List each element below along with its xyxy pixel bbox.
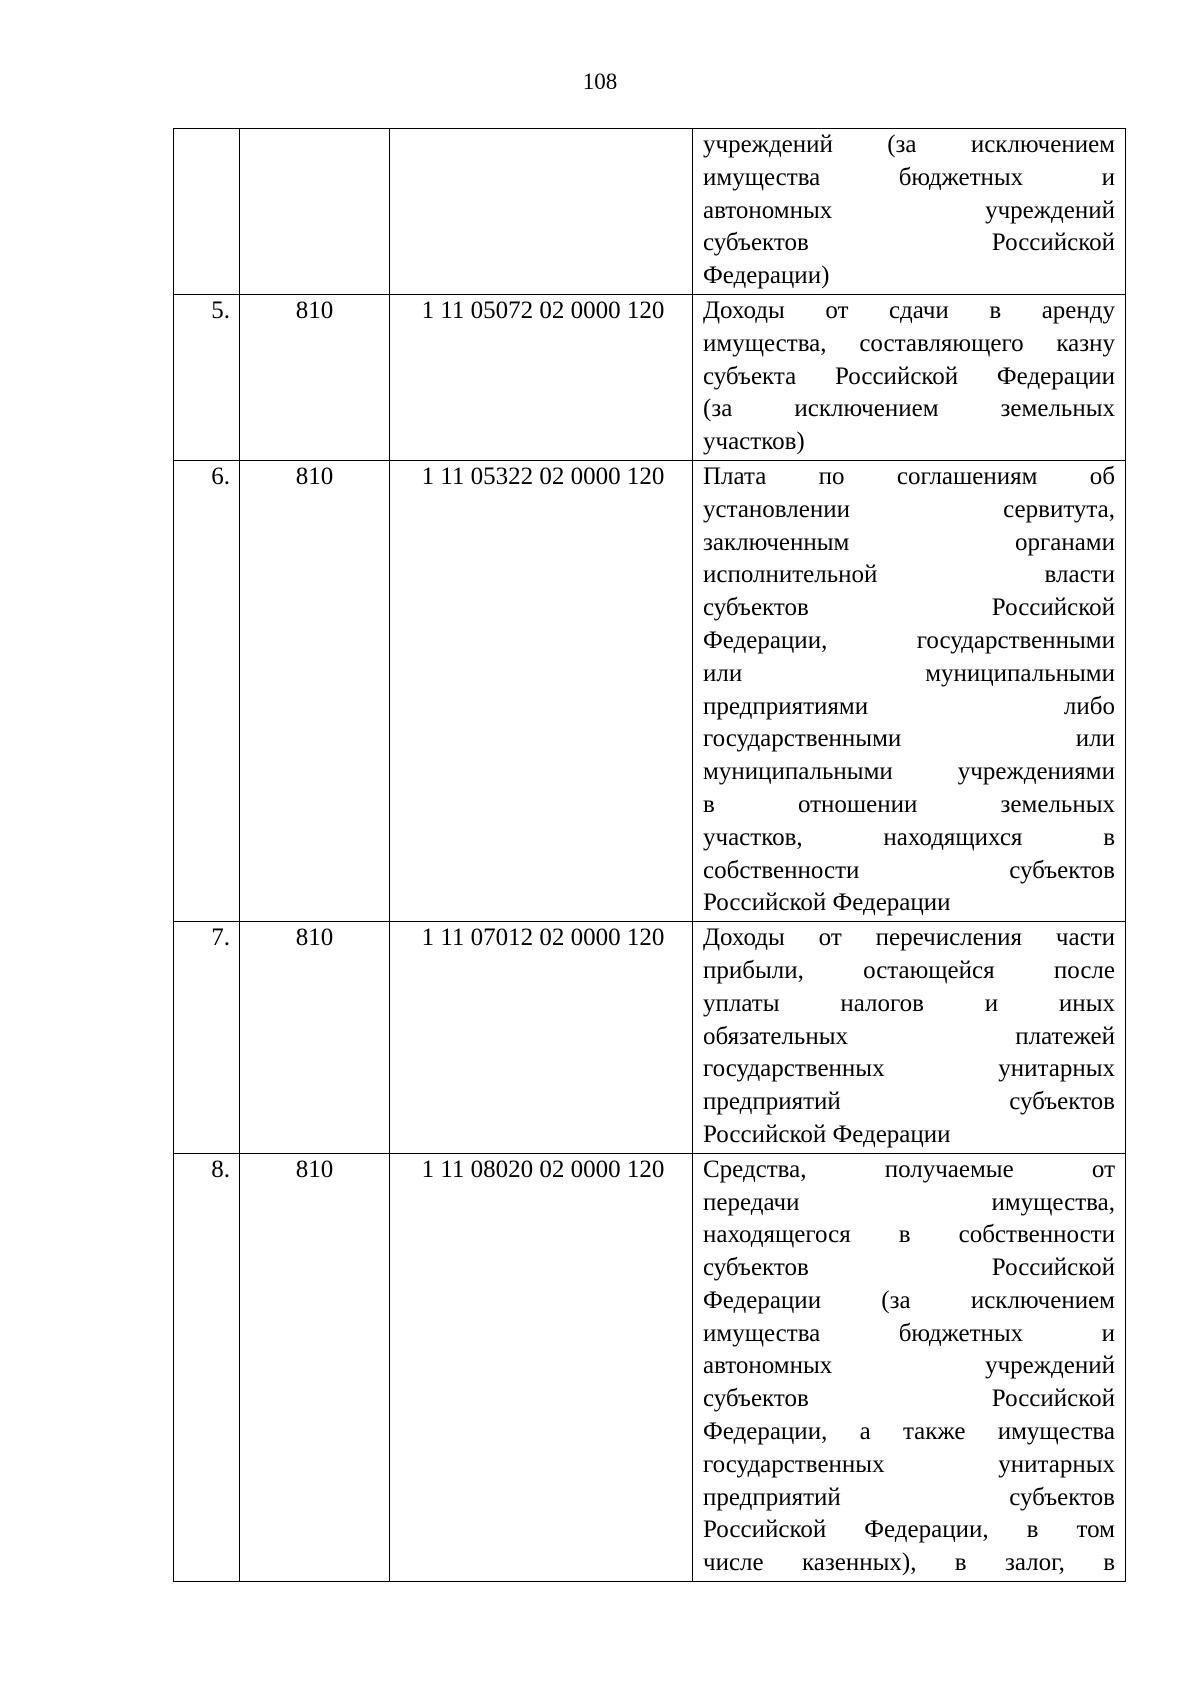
description-line: имущества бюджетных и — [703, 163, 1115, 191]
description-line: Доходы от сдачи в аренду — [703, 296, 1115, 324]
description-line: установлении сервитута, — [703, 495, 1115, 523]
description-line: обязательных платежей — [703, 1022, 1115, 1050]
description-line: или муниципальными — [703, 659, 1115, 687]
description-line: передачи имущества, — [703, 1188, 1115, 1216]
table-row — [174, 294, 1126, 460]
admin-code-cell: 810 — [240, 460, 390, 921]
description-line: предприятий субъектов — [703, 1088, 1115, 1116]
description-cell — [693, 922, 1126, 1154]
row-number-cell: 8. — [174, 1153, 240, 1581]
description-line: государственных унитарных — [703, 1055, 1115, 1083]
description-cell — [693, 460, 1126, 921]
description-line: учреждений (за исключением — [703, 131, 1115, 158]
description-line: находящегося в собственности — [703, 1221, 1115, 1249]
description-line: Плата по соглашениям об — [703, 462, 1115, 490]
description-line: Российской Федерации, в том — [703, 1516, 1115, 1544]
description-line: прибыли, остающейся после — [703, 956, 1115, 984]
description-line: предприятиями либо — [703, 692, 1115, 720]
description-line: участков) — [703, 428, 805, 456]
row-number-cell: 7. — [174, 922, 240, 1154]
description-line: имущества бюджетных и — [703, 1319, 1115, 1347]
description-line: исполнительной власти — [703, 561, 1115, 589]
description-line: имущества, составляющего казну — [703, 329, 1115, 357]
description-line: государственных унитарных — [703, 1450, 1115, 1478]
budget-code-cell: 1 11 08020 02 0000 120 — [390, 1153, 693, 1581]
page-number: 108 — [582, 69, 618, 94]
description-line: Российской Федерации — [703, 889, 951, 917]
description-line: автономных учреждений — [703, 1352, 1115, 1380]
description-cell — [693, 129, 1126, 295]
description-line: автономных учреждений — [703, 196, 1115, 224]
budget-code-cell: 1 11 05322 02 0000 120 — [390, 460, 693, 921]
table-row — [174, 129, 1126, 295]
row-number-cell — [174, 129, 240, 295]
revenue-table — [173, 128, 1126, 1582]
budget-code-cell: 1 11 07012 02 0000 120 — [390, 922, 693, 1154]
description-line: Средства, получаемые от — [703, 1155, 1115, 1183]
admin-code-cell: 810 — [240, 294, 390, 460]
row-number-cell: 5. — [174, 294, 240, 460]
table-row — [174, 1153, 1126, 1581]
description-line: Федерации, а также имущества — [703, 1418, 1115, 1446]
description-line: государственными или — [703, 725, 1115, 753]
description-line: участков, находящихся в — [703, 823, 1115, 851]
description-line: (за исключением земельных — [703, 395, 1115, 423]
description-cell — [693, 294, 1126, 460]
description-line: предприятий субъектов — [703, 1483, 1115, 1511]
description-line: субъектов Российской — [703, 1254, 1115, 1282]
description-line: заключенным органами — [703, 528, 1115, 556]
table-row — [174, 922, 1126, 1154]
row-number-cell: 6. — [174, 460, 240, 921]
description-line: муниципальными учреждениями — [703, 758, 1115, 786]
description-line: субъектов Российской — [703, 229, 1115, 257]
description-line: субъектов Российской — [703, 1385, 1115, 1413]
description-line: уплаты налогов и иных — [703, 989, 1115, 1017]
admin-code-cell — [240, 129, 390, 295]
admin-code-cell: 810 — [240, 1153, 390, 1581]
description-line: субъектов Российской — [703, 594, 1115, 622]
description-line: числе казенных), в залог, в — [703, 1549, 1115, 1577]
table-row — [174, 460, 1126, 921]
description-line: собственности субъектов — [703, 856, 1115, 884]
budget-code-cell: 1 11 05072 02 0000 120 — [390, 294, 693, 460]
budget-code-cell — [390, 129, 693, 295]
description-line: Федерации (за исключением — [703, 1286, 1115, 1314]
description-line: Федерации, государственными — [703, 626, 1115, 654]
description-cell — [693, 1153, 1126, 1581]
admin-code-cell: 810 — [240, 922, 390, 1154]
description-line: Доходы от перечисления части — [703, 924, 1115, 952]
description-line: в отношении земельных — [703, 790, 1115, 818]
description-line: Федерации) — [703, 262, 830, 290]
description-line: субъекта Российской Федерации — [703, 362, 1115, 390]
description-line: Российской Федерации — [703, 1120, 951, 1148]
